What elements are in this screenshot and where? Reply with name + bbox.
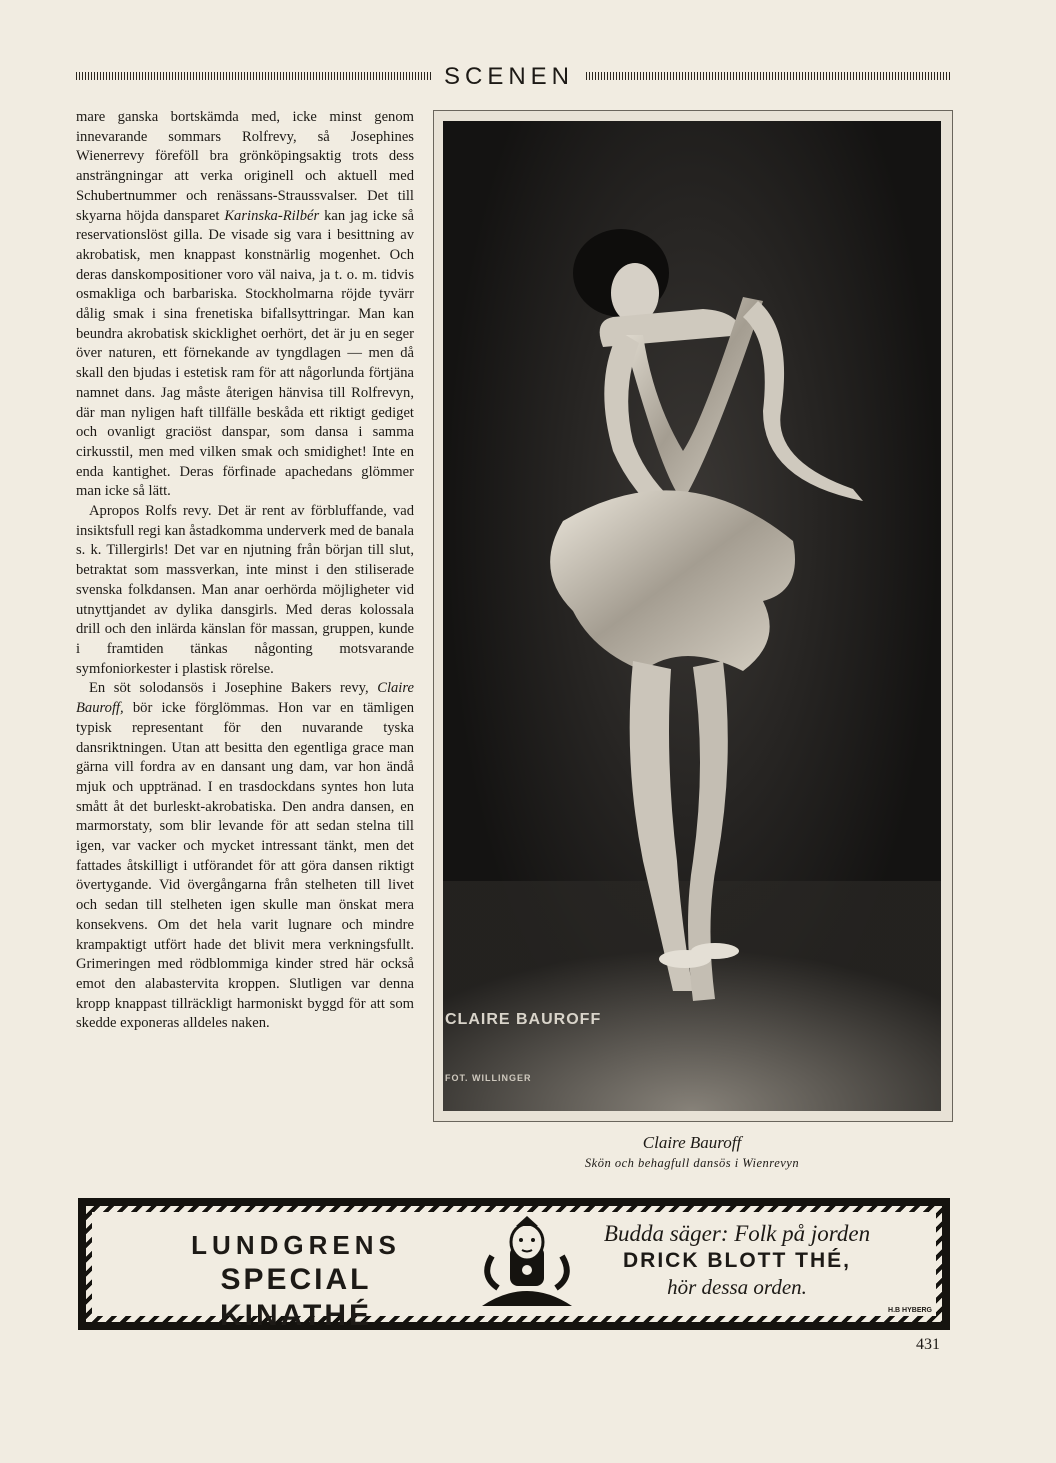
dancer-photograph <box>443 121 941 1111</box>
ad-slogan-line1: Budda säger: Folk på jorden <box>603 1221 871 1246</box>
article-column <box>76 108 414 1188</box>
buddha-illustration <box>472 1216 582 1310</box>
page-number: 431 <box>916 1336 940 1353</box>
text-run: mare ganska bortskämda med, icke minst genom innevarande sommars Rolfrevy, så Josephines Wienerrevy föreföll bra grönköpingsaktig trots dess ansträngningar att verka originell och aktuell med Schubertnummer och renässans-Straussvalser. Det till skyarna höjda dansparet <box>76 109 414 224</box>
header-rule-right <box>586 72 950 80</box>
text-run: bör icke förglömmas. Hon var en tämligen typisk representant för den nuvarande tyska dansriktningen. Utan att besitta den egentliga grace man gärna vill fordra av en dansant ung dam, var hon ändå mjuk och upptränad. I en trasdockdans syntes hon luta smått åt det burleskt-akrobatiska. Den andra dansen, en marmorstaty, som blir levande för att sedan stelna till igen, var vacker och mycket intressant tänkt, men det fattades åtskilligt i utförandet för att göra dansen riktigt övertygande. Vid övergångarna från stelheten till livet och sedan till stelheten igen skulle man önskat mera konsekvens. Om det hela varit lugnare och mindre krampaktigt utfört hade det blivit mera verkningsfullt. Grimeringen med rödblommiga kinder stred här också emot den alabastervita kroppen. Slutligen var denna kropp knappast tillräckligt harmoniskt byggd för att som skedde exponeras alldeles naken. <box>76 700 414 1032</box>
photo-caption-title: Claire Bauroff <box>642 1133 742 1152</box>
text-run: kan jag icke så reservationslöst gilla. De visade sig vara i besittning av akrobatisk, men knappast konstnärlig mogenhet. Och deras danskompositioner voro väl naiva, ja t. o. m. tidvis osmakliga och barbariska. Stockholmarna röjde tyvärr dålig smak i sina frenetiska bifallsyttringar. Man kan beundra akrobatisk skicklighet oerhört, det är ju en seger över naturen, ett förnekande av tyngdlagen — men då skall den bjudas i estetisk ram för att någorlunda förtjäna namnet dans. Jag måste återigen hänvisa till Rolfrevyn, där man nyligen haft tillfälle beskåda ett riktigt gediget och ovanligt graciöst danspar, som dansa i samma cirkusstil, men med vilken smak och smidighet! Inte en enda kantighet. Deras förfinade apachedans glömmer man icke så lätt. <box>76 207 414 500</box>
ad-product: SPECIAL KINATHÉ <box>219 1263 373 1332</box>
page-header <box>76 62 950 92</box>
ad-panel <box>92 1212 936 1332</box>
text-run: En söt solodansös i Josephine Bakers revy, <box>89 680 369 697</box>
ad-slogan-line2: DRICK BLOTT THÉ, <box>623 1249 851 1272</box>
ad-artist-signature: H.B HYBERG <box>888 1307 932 1314</box>
ad-slogan-line3: hör dessa orden. <box>667 1275 807 1299</box>
photo-name-overlay: CLAIRE BAUROFF <box>445 1011 602 1028</box>
ad-slogan-block <box>592 1220 882 1300</box>
header-rule-left <box>76 72 432 80</box>
photo-credit-overlay: FOT. WILLINGER <box>445 1073 532 1083</box>
ad-brand: LUNDGRENS <box>191 1230 401 1260</box>
article-paragraph: Apropos Rolfs revy. Det är rent av förbluffande, vad insiktsfull regi kan åstadkomma underverk med de banala s. k. Tillergirls! Det var en njutning från början till slut, betraktat som massverkan, inte minst i den stiliserade svenska folkdansen. Man anar oerhörda möjligheter vid utnyttjandet av dylika dansgirls. Med deras kolossala drill och den inlärda känslan för massan, gruppen, kunde i framtiden tänkas någonting motsvarande symfoniorkester i plastisk rörelse. <box>76 503 414 677</box>
article-paragraph <box>76 108 414 502</box>
buddha-icon <box>472 1216 582 1310</box>
section-title: SCENEN <box>443 63 575 90</box>
dancer-figure-illustration <box>443 121 941 1111</box>
dancers-name: Karinska-Rilbér <box>224 207 320 224</box>
article-paragraph <box>76 679 414 1034</box>
photo-frame <box>433 110 953 1122</box>
dancer-name: Claire Bauroff, <box>76 680 414 717</box>
ad-brand-block <box>146 1228 446 1334</box>
photo-caption-subtitle: Skön och behagfull dansös i Wienrevyn <box>584 1156 800 1170</box>
tea-advertisement <box>78 1198 950 1330</box>
